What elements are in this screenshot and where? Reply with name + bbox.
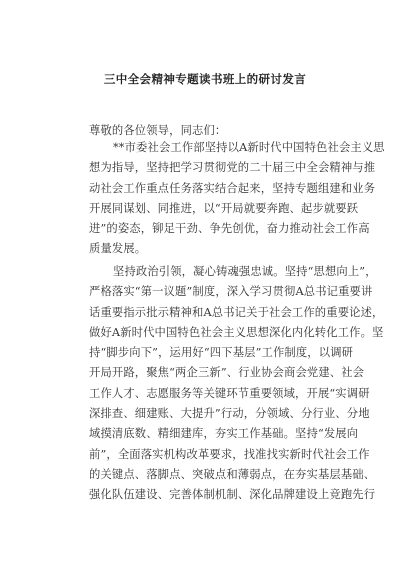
paragraph-line: 开展同谋划、同推进，以“开局就要奔跑、起步就要跃 (89, 201, 359, 215)
paragraph-line: 话重要指示批示精神和A总书记关于社会工作的重要论述， (89, 305, 384, 319)
paragraph-line: 强化队伍建设、完善体制机制、深化品牌建设上竞跑先行 (89, 488, 376, 502)
paragraph-line: 坚持政治引领，凝心铸魂强忠诚。坚持“思想向上”， (113, 265, 377, 278)
paragraph-line: 严格落实“第一议题”制度，深入学习贯彻A总书记重要讲 (89, 285, 373, 299)
paragraph-1 (89, 138, 385, 260)
paragraph-line: 持“脚步向下”，运用好“四下基层”工作制度，以调研 (89, 346, 354, 360)
paragraph-line: 质量发展。 (89, 242, 147, 256)
paragraph-line: 深排查、细建账、大提升”行动，分领域、分行业、分地 (89, 407, 370, 421)
document-title: 三中全会精神专题读书班上的研讨发言 (103, 72, 307, 86)
salutation: 尊敬的各位领导，同志们： (89, 124, 227, 137)
paragraph-line: **市委社会工作部坚持以A新时代中国特色社会主义思 (113, 141, 385, 154)
paragraph-line: 动社会工作重点任务落实结合起来，坚持专题组建和业务 (89, 181, 376, 195)
paragraph-line: 进”的姿态，铆足干劲、争先创优，奋力推动社会工作高 (89, 222, 370, 236)
paragraph-line: 域摸清底数、精细建库，夯实工作基础。坚持“发展向 (89, 427, 359, 441)
paragraph-line: 想为指导，坚持把学习贯彻党的二十届三中全会精神与推 (89, 161, 376, 175)
paragraph-2 (89, 262, 384, 506)
paragraph-line: 的关键点、落脚点、突破点和薄弱点，在夯实基层基础、 (89, 467, 376, 481)
paragraph-line: 工作人才、志愿服务等关键环节重要领域，开展“实调研 (89, 386, 370, 400)
paragraph-line: 做好A新时代中国特色社会主义思想深化内化转化工作。坚 (89, 325, 384, 339)
paragraph-line: 开局开路，聚焦“两企三新”、行业协会商会党建、社会 (89, 366, 365, 380)
paragraph-line: 前”，全面落实机构改革要求，找准找实新时代社会工作 (89, 447, 370, 461)
